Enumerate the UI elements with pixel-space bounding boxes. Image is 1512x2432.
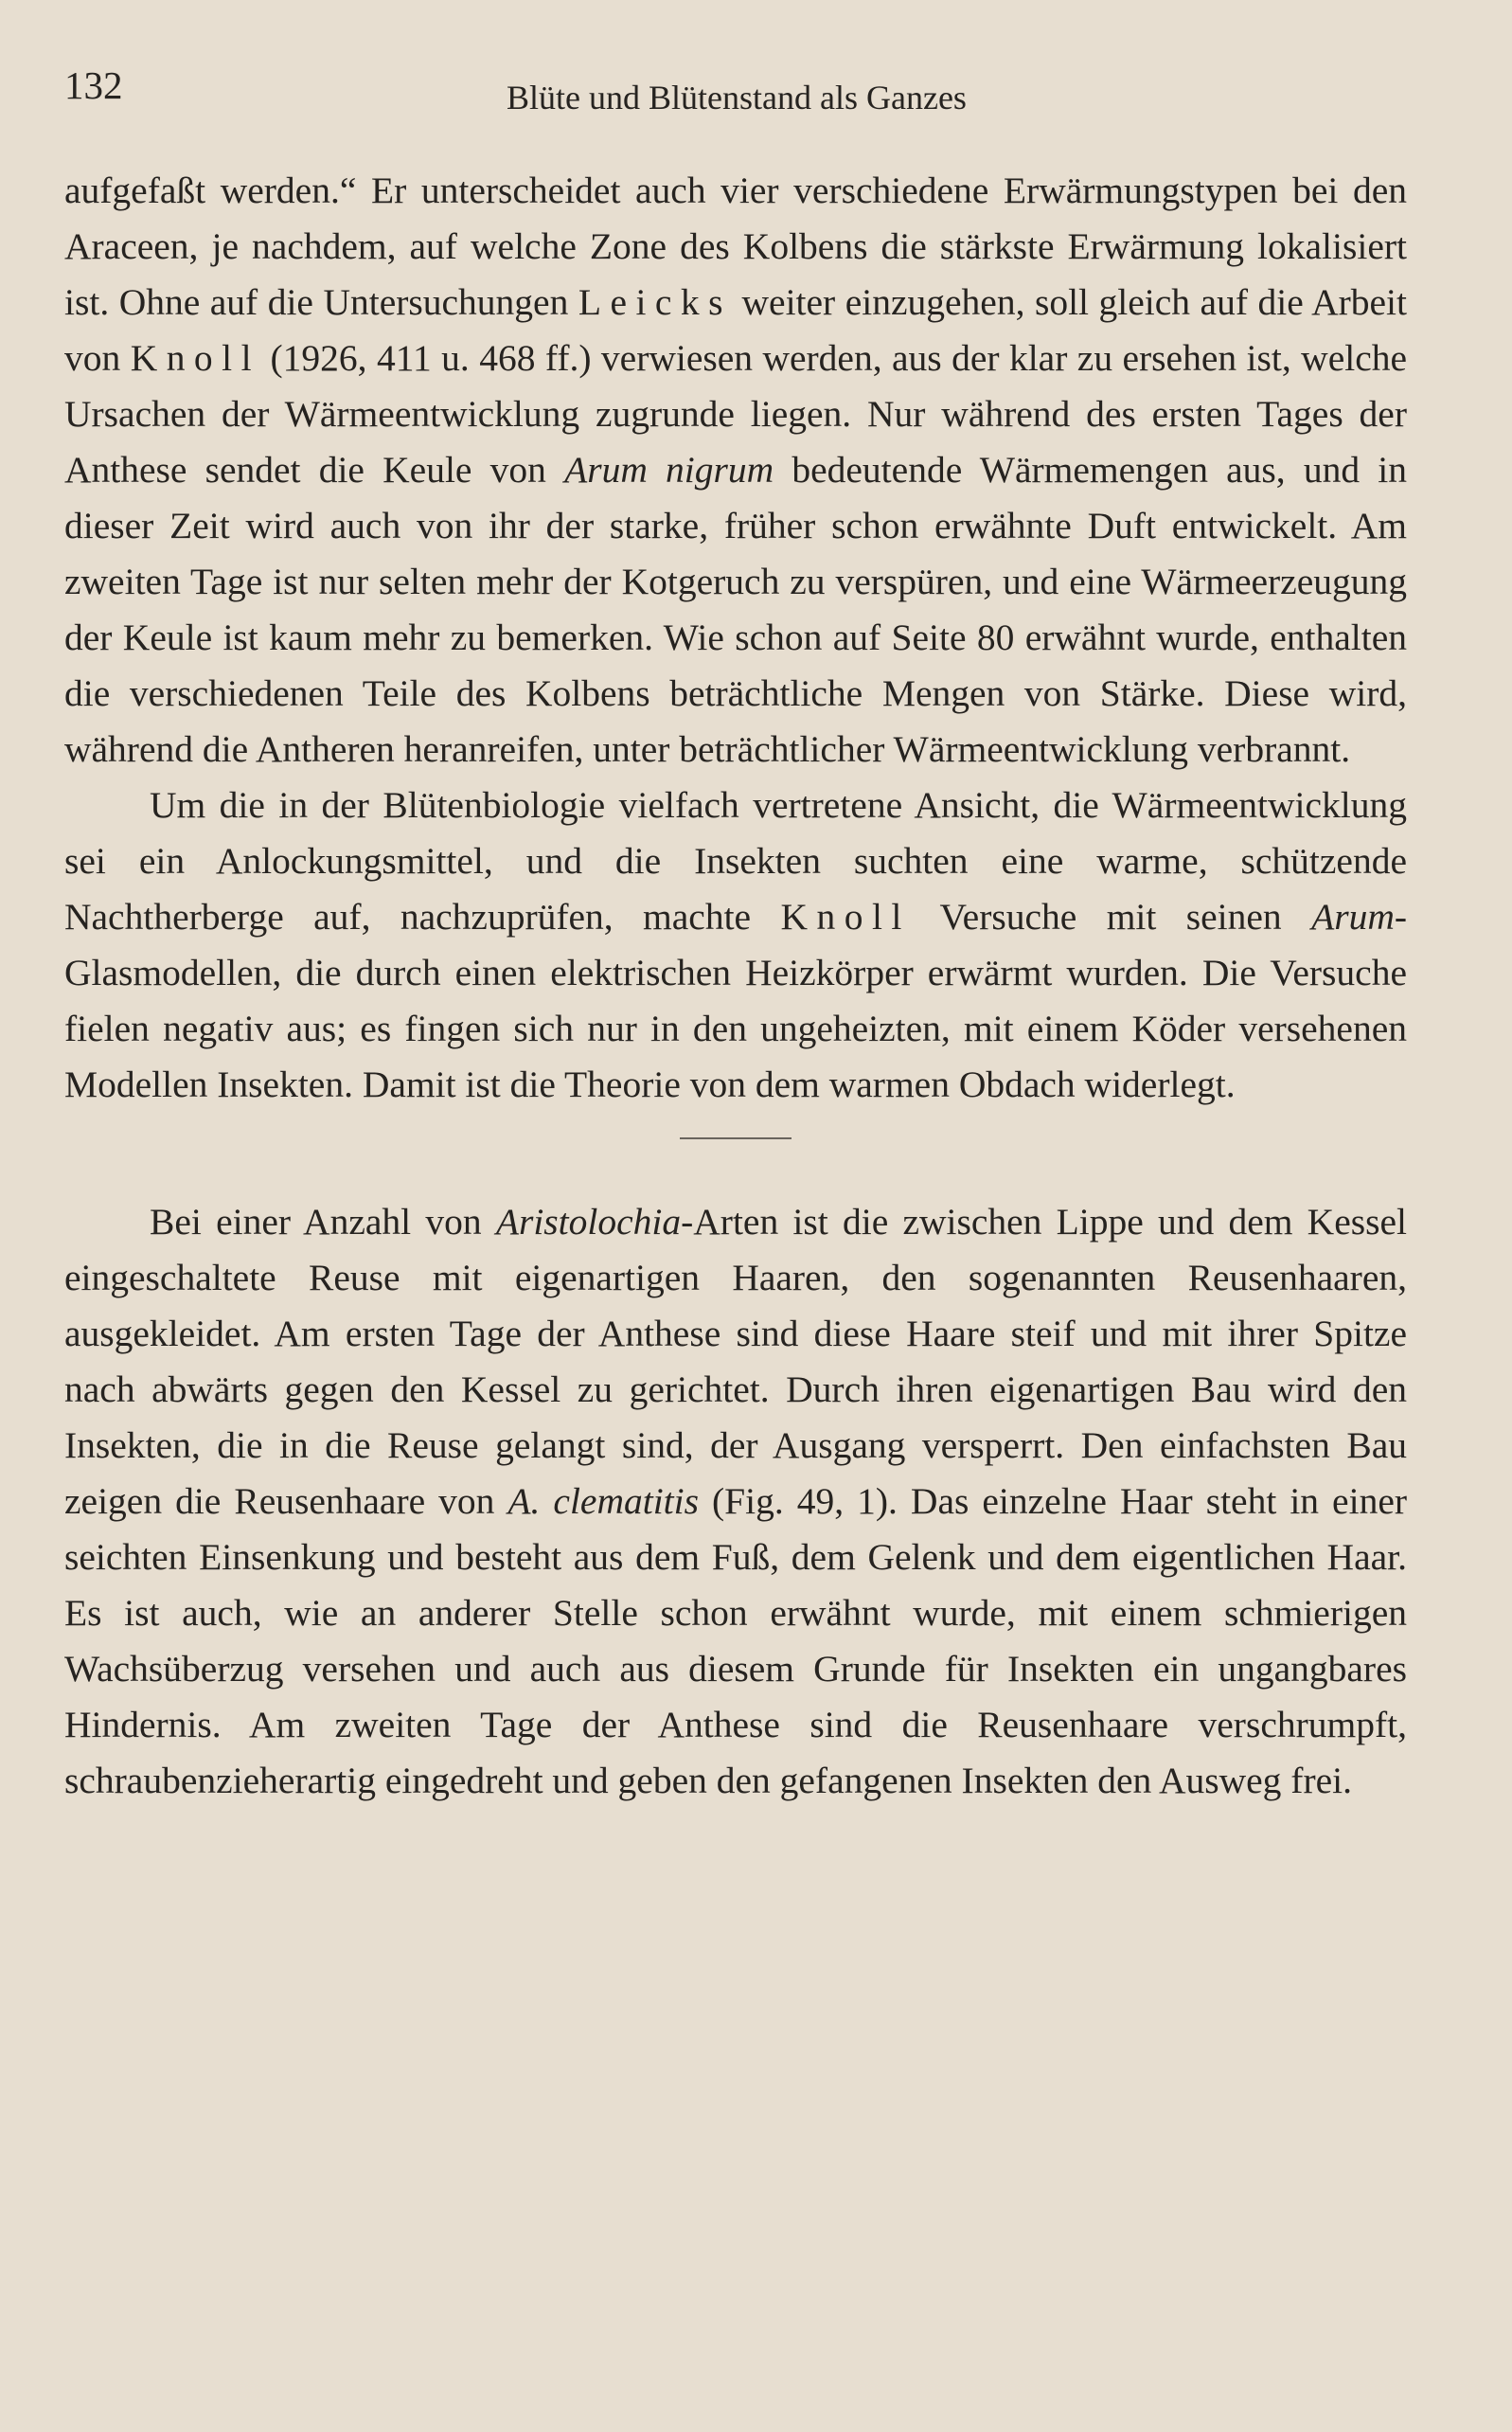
text-run: Bei einer Anzahl von: [150, 1201, 496, 1243]
author-name: Knoll: [130, 337, 261, 379]
text-run: Um die in der Blütenbiologie vielfach vertretene Ansicht, die Wärmeentwicklung sei ein Anlockungsmittel, und die Insekten suchten eine warme, schützende Nachtherberge auf, nachzuprüfen, machte: [64, 784, 1407, 938]
italic-term: Arum: [1311, 896, 1395, 938]
body-text: [64, 163, 1407, 1809]
paragraph: [64, 163, 1407, 778]
italic-term: Aristolochia: [495, 1201, 682, 1243]
text-run: bedeutende Wärmemengen aus, und in dieser Zeit wird auch von ihr der starke, früher schon erwähnte Duft entwickelt. Am zweiten Tage ist nur selten mehr der Kotgeruch zu verspüren, und eine Wärmeerzeugung der Keule ist kaum mehr zu bemerken. Wie schon auf Seite 80 erwähnt wurde, enthalten die verschiedenen Teile des Kolbens beträchtliche Mengen von Stärke. Diese wird, während die Antheren heranreifen, unter beträchtlicher Wärmeentwicklung verbrannt.: [64, 449, 1408, 770]
section-separator: [680, 1137, 792, 1139]
page-number: 132: [64, 63, 123, 107]
text-run: (Fig. 49, 1). Das einzelne Haar steht in einer seichten Einsenkung und besteht aus dem Fuß, dem Gelenk und dem eigentlichen Haar. Es ist auch, wie an anderer Stelle schon erwähnt wurde, mit einem schmierigen Wachsüberzug versehen und auch aus diesem Grunde für Insekten ein ungangbares Hindernis. Am zweiten Tage der Anthese sind die Reusenhaare verschrumpft, schraubenzieherartig eingedreht und geben den gefangenen Insekten den Ausweg frei.: [64, 1480, 1407, 1801]
author-name: Leicks: [578, 281, 733, 323]
running-title: Blüte und Blütenstand als Ganzes: [507, 79, 967, 116]
text-run: aufgefaßt werden.“ Er unterscheidet auch vier verschiedene Erwärmungstypen bei den Araceen, je nachdem, auf welche Zone des Kolbens die stärkste Erwärmung lokalisiert ist. Ohne auf die Untersuchungen: [64, 170, 1407, 323]
text-run: weiter einzugehen, soll gleich auf die Arbeit von: [64, 281, 1407, 379]
text-run: -Arten ist die zwischen Lippe und dem Kessel eingeschaltete Reuse mit eigenartigen Haaren, den sogenannten Reusenhaaren, ausgekleidet. Am ersten Tage der Anthese sind diese Haare steif und mit ihrer Spitze nach abwärts gegen den Kessel zu gerichtet. Durch ihren eigenartigen Bau wird den Insekten, die in die Reuse gelangt sind, der Ausgang versperrt. Den einfachsten Bau zeigen die Reusenhaare von: [64, 1201, 1407, 1522]
author-name: Knoll: [780, 896, 911, 938]
text-run: Versuche mit seinen: [910, 896, 1312, 938]
text-run: -Glasmodellen, die durch einen elektrischen Heizkörper erwärmt wurden. Die Versuche fielen negativ aus; es fingen sich nur in den ungeheizten, mit einem Köder versehenen Modellen Insekten. Damit ist die Theorie von dem warmen Obdach widerlegt.: [64, 896, 1407, 1105]
italic-term: Arum nigrum: [564, 449, 774, 491]
italic-term: A. clematitis: [507, 1480, 700, 1522]
text-run: (1926, 411 u. 468 ff.) verwiesen werden, aus der klar zu ersehen ist, welche Ursachen der Wärmeentwicklung zugrunde liegen. Nur während des ersten Tages der Anthese sendet die Keule von: [64, 337, 1408, 491]
paragraph: [64, 1194, 1407, 1809]
paragraph: [64, 778, 1407, 1113]
page-header: [64, 63, 1409, 129]
